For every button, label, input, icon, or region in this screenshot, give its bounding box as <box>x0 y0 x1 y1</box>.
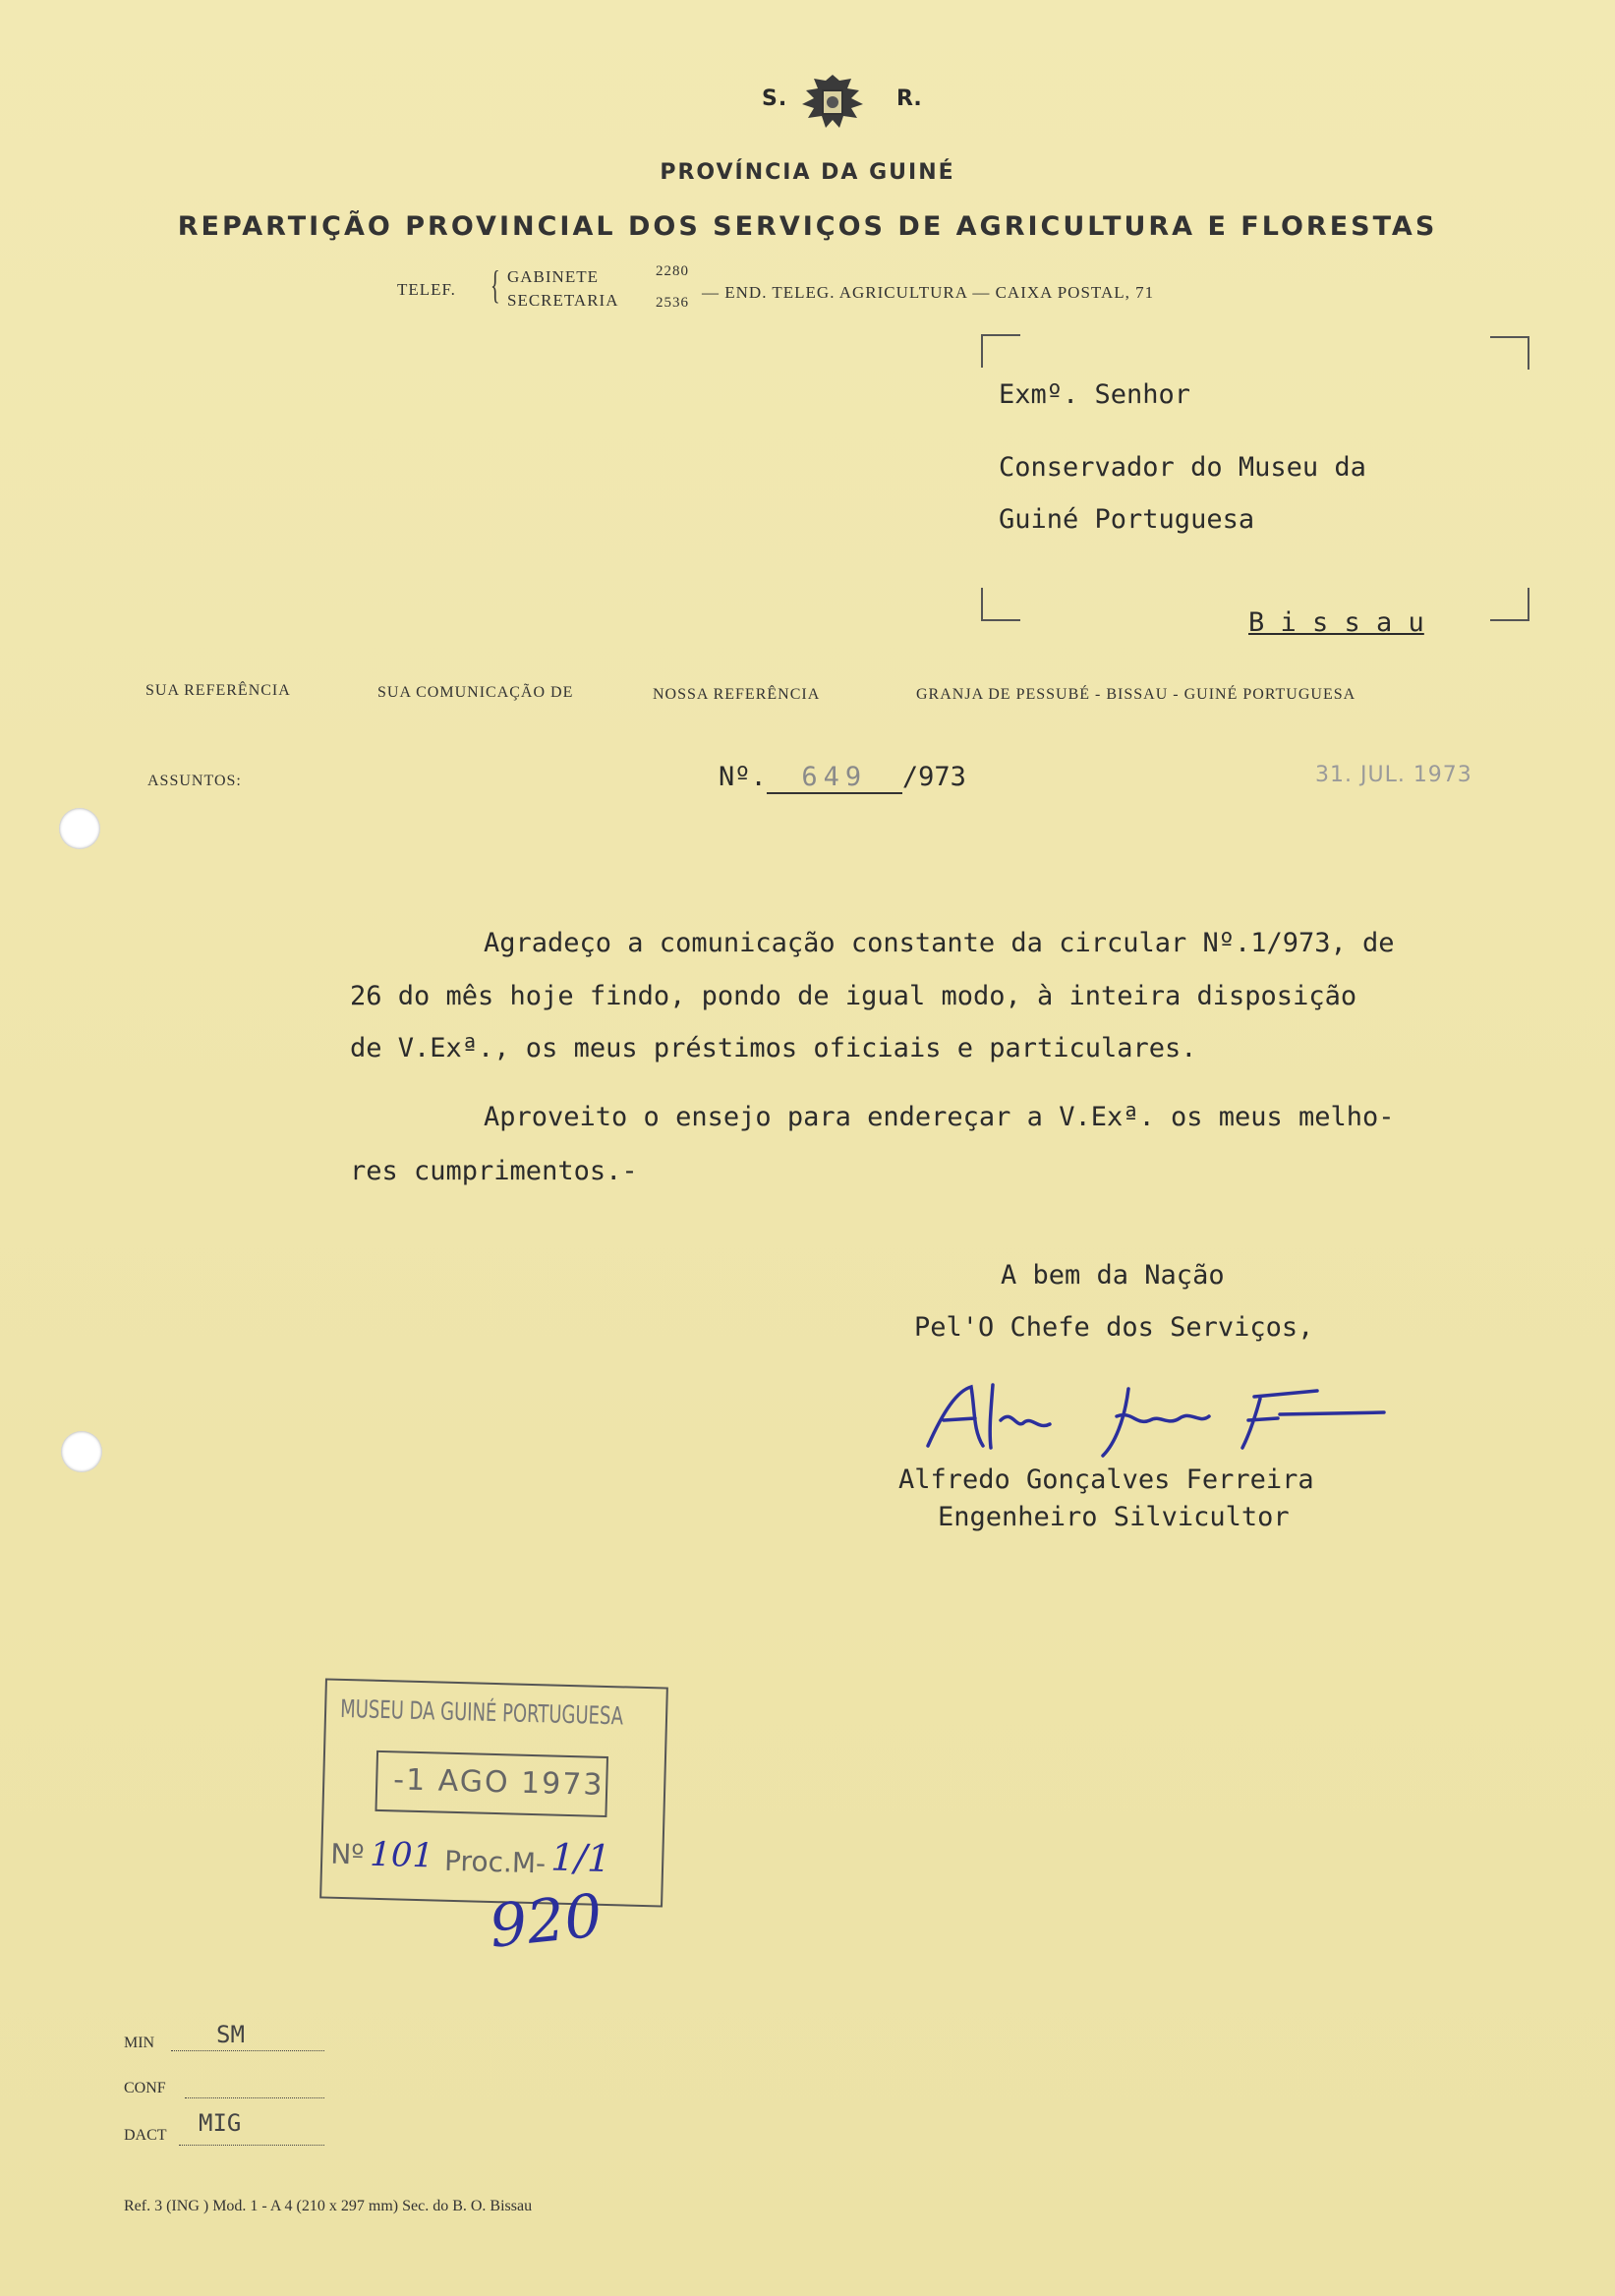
reference-number-value: 649 <box>767 762 902 794</box>
window-corner-br <box>1490 588 1529 621</box>
signatory-title: Engenheiro Silvicultor <box>938 1502 1290 1532</box>
body-p2-line-1: Aproveito o ensejo para endereçar a V.Exª. os meus melho- <box>484 1102 1395 1132</box>
stamp-handwritten-number: 920 <box>486 1881 606 1962</box>
closing-on-behalf: Pel'O Chefe dos Serviços, <box>914 1312 1314 1343</box>
punch-hole-top <box>59 808 100 849</box>
window-corner-tr <box>1490 336 1529 370</box>
conf-label: CONF <box>124 2080 166 2096</box>
addressee-city: B i s s a u <box>1248 607 1424 638</box>
punch-hole-bottom <box>61 1431 102 1472</box>
stamp-no-value: 101 <box>369 1834 434 1876</box>
museum-receipt-stamp <box>319 1678 668 1907</box>
stamp-no-label: Nº <box>329 1837 365 1871</box>
header-s-letter: S. <box>762 86 788 111</box>
closing-salutation: A bem da Nação <box>1001 1260 1225 1291</box>
gabinete-number: 2280 <box>656 263 689 279</box>
department-title: REPARTIÇÃO PROVINCIAL DOS SERVIÇOS DE AGRICULTURA E FLORESTAS <box>177 211 1438 242</box>
signatory-name: Alfredo Gonçalves Ferreira <box>898 1464 1314 1495</box>
stamp-date: -1 AGO 1973 <box>392 1762 605 1803</box>
dact-label: DACT <box>124 2127 167 2144</box>
assuntos-label: ASSUNTOS: <box>147 773 242 789</box>
sua-referencia-label: SUA REFERÊNCIA <box>145 682 291 699</box>
gabinete-label: GABINETE <box>507 267 599 286</box>
reference-number-suffix: /973 <box>901 762 966 792</box>
stamp-museum-name: MUSEU DA GUINÉ PORTUGUESA <box>339 1693 624 1731</box>
window-corner-bl <box>981 588 1020 621</box>
handwritten-signature <box>914 1361 1386 1469</box>
coat-of-arms-icon <box>794 71 871 134</box>
min-label: MIN <box>124 2035 155 2051</box>
addressee-line-2: Conservador do Museu da <box>999 452 1366 483</box>
reference-number <box>655 731 966 825</box>
dact-value: MIG <box>199 2109 242 2137</box>
min-line <box>171 2050 324 2051</box>
province-title: PROVÍNCIA DA GUINÉ <box>660 160 955 185</box>
body-p1-line-2: 26 do mês hoje findo, pondo de igual modo, à inteira disposição <box>350 981 1357 1011</box>
sua-comunicacao-label: SUA COMUNICAÇÃO DE <box>377 684 574 701</box>
addressee-line-1: Exmº. Senhor <box>999 379 1191 410</box>
reference-number-prefix: Nº. <box>719 762 767 792</box>
window-corner-tl <box>981 334 1020 368</box>
dact-line <box>179 2145 324 2146</box>
telegraph-address: — END. TELEG. AGRICULTURA — CAIXA POSTAL, 71 <box>702 283 1155 302</box>
form-reference: Ref. 3 (ING ) Mod. 1 - A 4 (210 x 297 mm) Sec. do B. O. Bissau <box>124 2198 533 2214</box>
secretaria-number: 2536 <box>656 295 689 311</box>
telef-label: TELEF. <box>397 280 456 299</box>
brace-icon: { <box>490 262 501 307</box>
header-r-letter: R. <box>896 86 922 111</box>
stamp-proc-label: Proc.M- <box>443 1844 547 1880</box>
stamp-proc-value: 1/1 <box>549 1835 612 1881</box>
body-p2-line-2: res cumprimentos.- <box>350 1156 638 1186</box>
granja-address: GRANJA DE PESSUBÉ - BISSAU - GUINÉ PORTUGUESA <box>916 686 1356 703</box>
conf-line <box>185 2097 324 2098</box>
body-p1-line-1: Agradeço a comunicação constante da circular Nº.1/973, de <box>484 928 1395 958</box>
addressee-line-3: Guiné Portuguesa <box>999 504 1255 535</box>
secretaria-label: SECRETARIA <box>507 291 619 310</box>
min-value: SM <box>216 2021 245 2048</box>
nossa-referencia-label: NOSSA REFERÊNCIA <box>653 686 821 703</box>
body-p1-line-3: de V.Exª., os meus préstimos oficiais e particulares. <box>350 1033 1197 1063</box>
date-stamp: 31. JUL. 1973 <box>1315 763 1472 787</box>
